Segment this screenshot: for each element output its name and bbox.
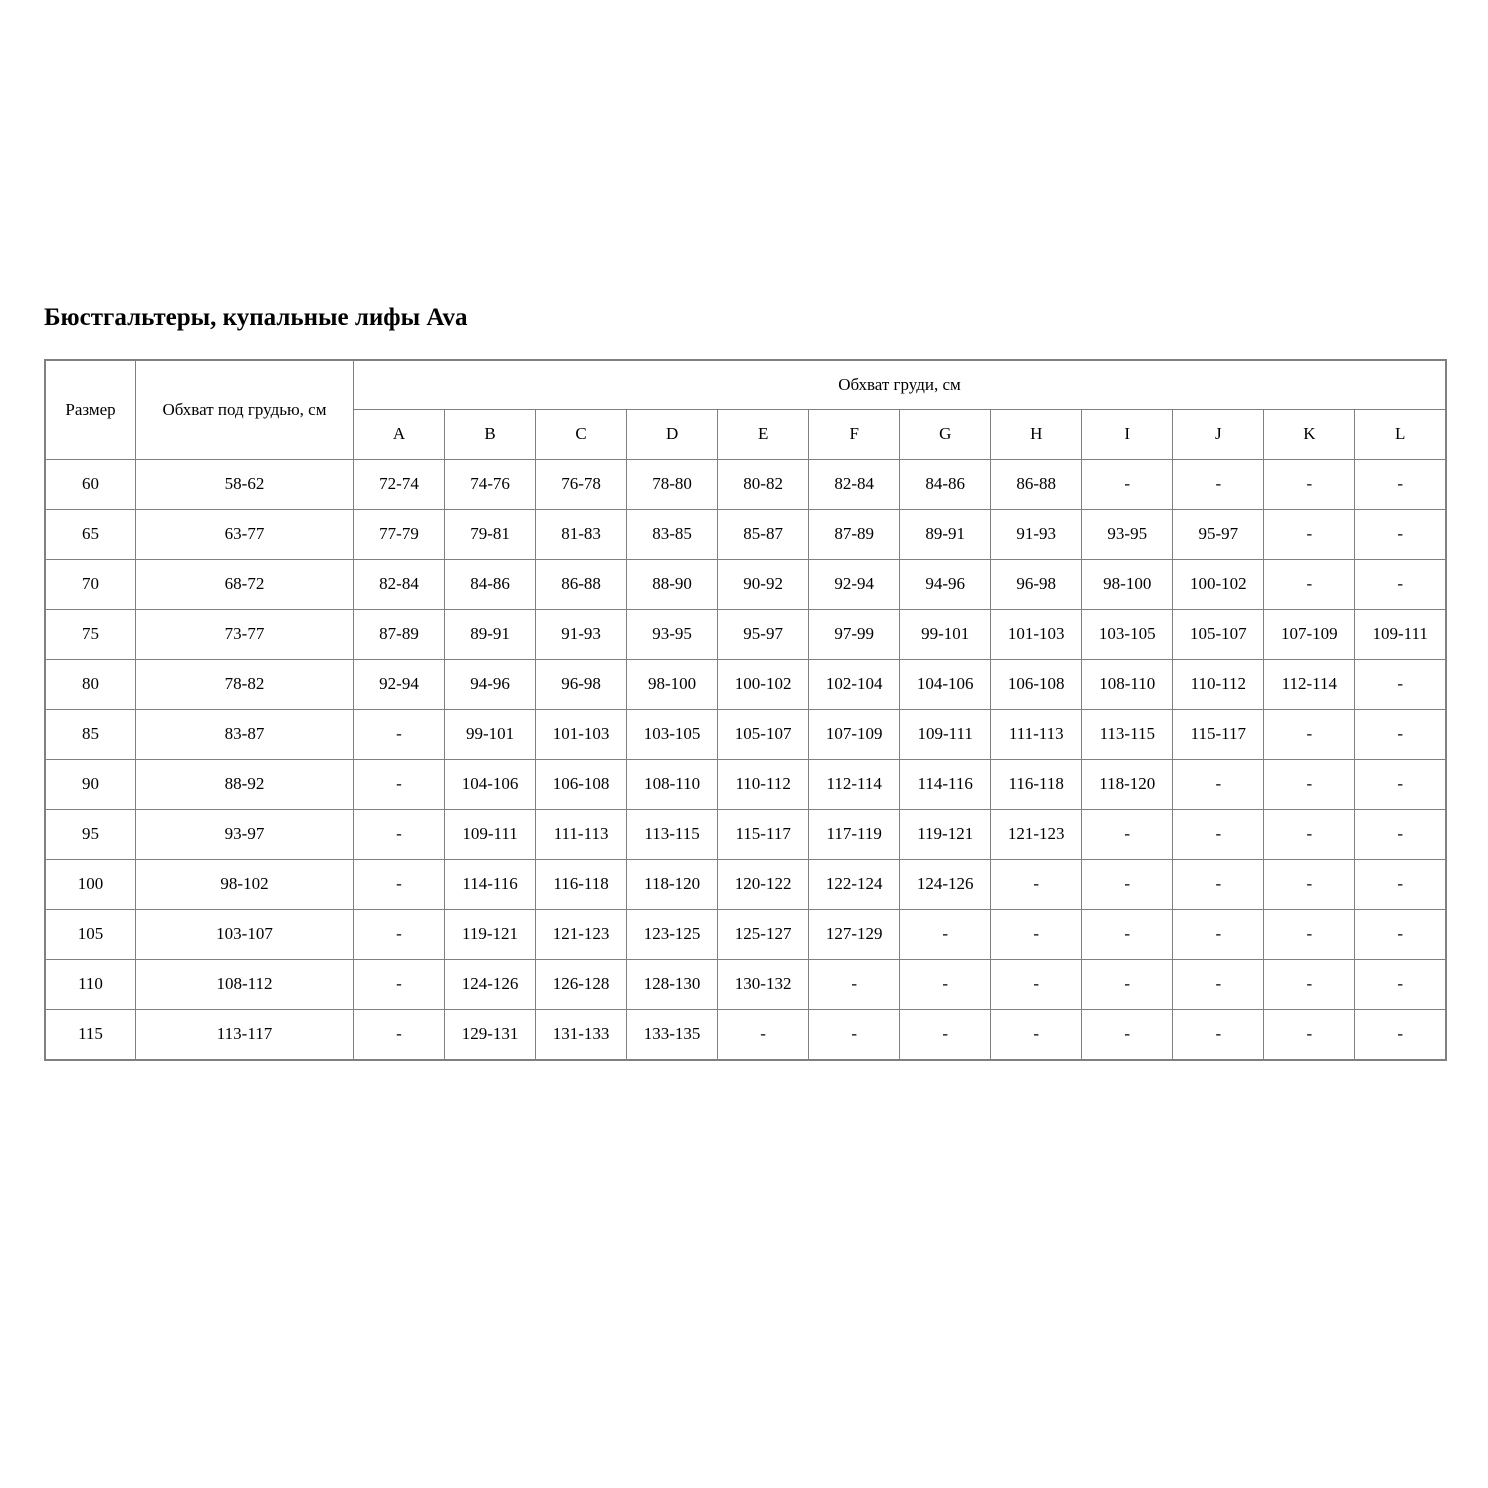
header-row-top: [45, 360, 1446, 410]
cup-cell-H: 111-113: [991, 709, 1082, 759]
cup-cell-E: 85-87: [718, 509, 809, 559]
cup-cell-L: -: [1355, 509, 1446, 559]
underbust-cell: 108-112: [136, 959, 354, 1009]
underbust-cell: 98-102: [136, 859, 354, 909]
cup-cell-D: 78-80: [627, 459, 718, 509]
cup-cell-G: 124-126: [900, 859, 991, 909]
underbust-cell: 58-62: [136, 459, 354, 509]
underbust-cell: 68-72: [136, 559, 354, 609]
underbust-cell: 73-77: [136, 609, 354, 659]
size-cell: 65: [45, 509, 136, 559]
size-column-header: Размер: [45, 360, 136, 460]
table-row: [45, 659, 1446, 709]
cup-cell-L: -: [1355, 859, 1446, 909]
cup-cell-C: 96-98: [536, 659, 627, 709]
table-row: [45, 809, 1446, 859]
size-chart-body: [45, 459, 1446, 1060]
cup-cell-J: 105-107: [1173, 609, 1264, 659]
cup-cell-C: 131-133: [536, 1009, 627, 1060]
cup-cell-F: 122-124: [809, 859, 900, 909]
cup-cell-A: -: [354, 759, 445, 809]
cup-cell-H: -: [991, 909, 1082, 959]
cup-cell-J: -: [1173, 959, 1264, 1009]
table-row: [45, 859, 1446, 909]
cup-cell-A: 77-79: [354, 509, 445, 559]
cup-cell-E: 90-92: [718, 559, 809, 609]
cup-cell-E: 110-112: [718, 759, 809, 809]
cup-cell-I: 118-120: [1082, 759, 1173, 809]
size-cell: 100: [45, 859, 136, 909]
cup-column-header-L: L: [1355, 409, 1446, 459]
cup-cell-A: -: [354, 809, 445, 859]
size-cell: 95: [45, 809, 136, 859]
cup-cell-D: 93-95: [627, 609, 718, 659]
cup-cell-F: -: [809, 959, 900, 1009]
cup-cell-B: 94-96: [445, 659, 536, 709]
cup-cell-E: 125-127: [718, 909, 809, 959]
cup-cell-B: 79-81: [445, 509, 536, 559]
size-cell: 80: [45, 659, 136, 709]
cup-cell-L: -: [1355, 959, 1446, 1009]
cup-cell-E: 120-122: [718, 859, 809, 909]
underbust-cell: 113-117: [136, 1009, 354, 1060]
cup-cell-K: -: [1264, 909, 1355, 959]
cup-cell-K: -: [1264, 759, 1355, 809]
cup-cell-L: -: [1355, 559, 1446, 609]
cup-cell-K: -: [1264, 1009, 1355, 1060]
cup-cell-G: 89-91: [900, 509, 991, 559]
cup-cell-A: 72-74: [354, 459, 445, 509]
cup-cell-E: 80-82: [718, 459, 809, 509]
cup-cell-B: 99-101: [445, 709, 536, 759]
cup-cell-D: 103-105: [627, 709, 718, 759]
underbust-cell: 78-82: [136, 659, 354, 709]
cup-cell-K: -: [1264, 959, 1355, 1009]
cup-cell-C: 91-93: [536, 609, 627, 659]
cup-cell-J: -: [1173, 809, 1264, 859]
cup-cell-E: 100-102: [718, 659, 809, 709]
cup-cell-I: 93-95: [1082, 509, 1173, 559]
table-row: [45, 509, 1446, 559]
cup-column-header-F: F: [809, 409, 900, 459]
cup-cell-I: -: [1082, 809, 1173, 859]
cup-cell-F: 112-114: [809, 759, 900, 809]
table-row: [45, 609, 1446, 659]
cup-cell-B: 124-126: [445, 959, 536, 1009]
cup-cell-H: -: [991, 1009, 1082, 1060]
size-cell: 90: [45, 759, 136, 809]
cup-cell-G: 119-121: [900, 809, 991, 859]
cup-cell-G: 114-116: [900, 759, 991, 809]
cup-cell-D: 123-125: [627, 909, 718, 959]
cup-cell-F: 97-99: [809, 609, 900, 659]
cup-cell-D: 83-85: [627, 509, 718, 559]
size-chart-header: [45, 360, 1446, 460]
cup-column-header-E: E: [718, 409, 809, 459]
cup-cell-D: 98-100: [627, 659, 718, 709]
cup-cell-L: -: [1355, 909, 1446, 959]
cup-cell-E: 130-132: [718, 959, 809, 1009]
cup-cell-D: 133-135: [627, 1009, 718, 1060]
cup-cell-K: -: [1264, 459, 1355, 509]
cup-cell-D: 118-120: [627, 859, 718, 909]
cup-cell-G: -: [900, 959, 991, 1009]
cup-cell-K: -: [1264, 859, 1355, 909]
cup-cell-H: 121-123: [991, 809, 1082, 859]
cup-cell-H: 96-98: [991, 559, 1082, 609]
cup-cell-H: 116-118: [991, 759, 1082, 809]
cup-column-header-G: G: [900, 409, 991, 459]
cup-cell-B: 104-106: [445, 759, 536, 809]
cup-cell-J: -: [1173, 859, 1264, 909]
cup-cell-J: -: [1173, 1009, 1264, 1060]
size-cell: 70: [45, 559, 136, 609]
cup-cell-B: 74-76: [445, 459, 536, 509]
cup-cell-I: -: [1082, 1009, 1173, 1060]
size-cell: 75: [45, 609, 136, 659]
cup-column-header-J: J: [1173, 409, 1264, 459]
underbust-column-header: Обхват под грудью, см: [136, 360, 354, 460]
cup-cell-K: -: [1264, 509, 1355, 559]
cup-cell-A: 92-94: [354, 659, 445, 709]
cup-cell-I: -: [1082, 909, 1173, 959]
cup-cell-A: -: [354, 709, 445, 759]
cup-cell-F: 87-89: [809, 509, 900, 559]
cup-cell-I: -: [1082, 959, 1173, 1009]
cup-cell-L: -: [1355, 1009, 1446, 1060]
cup-cell-C: 81-83: [536, 509, 627, 559]
cup-cell-G: -: [900, 1009, 991, 1060]
cup-cell-I: 108-110: [1082, 659, 1173, 709]
table-row: [45, 559, 1446, 609]
cup-column-header-D: D: [627, 409, 718, 459]
cup-cell-C: 111-113: [536, 809, 627, 859]
cup-cell-J: 95-97: [1173, 509, 1264, 559]
cup-cell-J: 110-112: [1173, 659, 1264, 709]
cup-cell-G: -: [900, 909, 991, 959]
cup-cell-A: -: [354, 909, 445, 959]
cup-cell-K: 107-109: [1264, 609, 1355, 659]
cup-cell-E: 115-117: [718, 809, 809, 859]
cup-cell-F: 127-129: [809, 909, 900, 959]
cup-cell-H: -: [991, 959, 1082, 1009]
cup-cell-J: 115-117: [1173, 709, 1264, 759]
table-row: [45, 709, 1446, 759]
cup-cell-I: 103-105: [1082, 609, 1173, 659]
size-cell: 115: [45, 1009, 136, 1060]
size-cell: 110: [45, 959, 136, 1009]
cup-cell-J: -: [1173, 459, 1264, 509]
cup-cell-H: 106-108: [991, 659, 1082, 709]
cup-cell-C: 126-128: [536, 959, 627, 1009]
cup-column-header-C: C: [536, 409, 627, 459]
cup-cell-C: 116-118: [536, 859, 627, 909]
underbust-cell: 63-77: [136, 509, 354, 559]
bust-group-header: Обхват груди, см: [354, 360, 1447, 410]
cup-cell-G: 99-101: [900, 609, 991, 659]
cup-column-header-A: A: [354, 409, 445, 459]
cup-cell-B: 129-131: [445, 1009, 536, 1060]
underbust-cell: 103-107: [136, 909, 354, 959]
cup-cell-A: -: [354, 1009, 445, 1060]
cup-cell-J: -: [1173, 759, 1264, 809]
cup-cell-H: 101-103: [991, 609, 1082, 659]
cup-cell-F: 117-119: [809, 809, 900, 859]
cup-cell-B: 109-111: [445, 809, 536, 859]
cup-cell-F: 107-109: [809, 709, 900, 759]
cup-column-header-B: B: [445, 409, 536, 459]
cup-cell-D: 113-115: [627, 809, 718, 859]
cup-cell-A: -: [354, 959, 445, 1009]
table-row: [45, 759, 1446, 809]
cup-cell-K: -: [1264, 559, 1355, 609]
cup-cell-E: 95-97: [718, 609, 809, 659]
cup-cell-L: -: [1355, 809, 1446, 859]
cup-cell-L: -: [1355, 759, 1446, 809]
cup-cell-F: -: [809, 1009, 900, 1060]
cup-cell-B: 84-86: [445, 559, 536, 609]
cup-cell-A: 87-89: [354, 609, 445, 659]
table-row: [45, 959, 1446, 1009]
cup-column-header-K: K: [1264, 409, 1355, 459]
cup-cell-H: 86-88: [991, 459, 1082, 509]
cup-cell-K: -: [1264, 809, 1355, 859]
cup-cell-J: 100-102: [1173, 559, 1264, 609]
size-cell: 105: [45, 909, 136, 959]
cup-cell-I: 98-100: [1082, 559, 1173, 609]
cup-cell-G: 84-86: [900, 459, 991, 509]
cup-cell-H: 91-93: [991, 509, 1082, 559]
cup-cell-K: 112-114: [1264, 659, 1355, 709]
cup-cell-L: -: [1355, 459, 1446, 509]
cup-cell-F: 102-104: [809, 659, 900, 709]
cup-cell-J: -: [1173, 909, 1264, 959]
cup-cell-A: 82-84: [354, 559, 445, 609]
cup-cell-K: -: [1264, 709, 1355, 759]
size-chart-table: [44, 359, 1447, 1061]
cup-cell-C: 106-108: [536, 759, 627, 809]
cup-cell-A: -: [354, 859, 445, 909]
cup-cell-L: -: [1355, 709, 1446, 759]
page-title: Бюстгальтеры, купальные лифы Ava: [44, 304, 468, 331]
cup-cell-L: 109-111: [1355, 609, 1446, 659]
cup-cell-D: 108-110: [627, 759, 718, 809]
cup-column-header-I: I: [1082, 409, 1173, 459]
cup-cell-C: 86-88: [536, 559, 627, 609]
cup-column-header-H: H: [991, 409, 1082, 459]
size-cell: 85: [45, 709, 136, 759]
cup-cell-I: -: [1082, 859, 1173, 909]
underbust-cell: 88-92: [136, 759, 354, 809]
size-cell: 60: [45, 459, 136, 509]
cup-cell-G: 94-96: [900, 559, 991, 609]
cup-cell-B: 89-91: [445, 609, 536, 659]
cup-cell-H: -: [991, 859, 1082, 909]
cup-cell-E: 105-107: [718, 709, 809, 759]
cup-cell-B: 114-116: [445, 859, 536, 909]
cup-cell-G: 104-106: [900, 659, 991, 709]
cup-cell-B: 119-121: [445, 909, 536, 959]
cup-cell-D: 88-90: [627, 559, 718, 609]
cup-cell-L: -: [1355, 659, 1446, 709]
cup-cell-D: 128-130: [627, 959, 718, 1009]
table-row: [45, 459, 1446, 509]
cup-cell-C: 121-123: [536, 909, 627, 959]
underbust-cell: 93-97: [136, 809, 354, 859]
cup-cell-C: 76-78: [536, 459, 627, 509]
cup-cell-I: -: [1082, 459, 1173, 509]
table-row: [45, 1009, 1446, 1060]
cup-cell-F: 82-84: [809, 459, 900, 509]
cup-cell-I: 113-115: [1082, 709, 1173, 759]
cup-cell-G: 109-111: [900, 709, 991, 759]
underbust-cell: 83-87: [136, 709, 354, 759]
cup-cell-F: 92-94: [809, 559, 900, 609]
table-row: [45, 909, 1446, 959]
cup-cell-E: -: [718, 1009, 809, 1060]
cup-cell-C: 101-103: [536, 709, 627, 759]
